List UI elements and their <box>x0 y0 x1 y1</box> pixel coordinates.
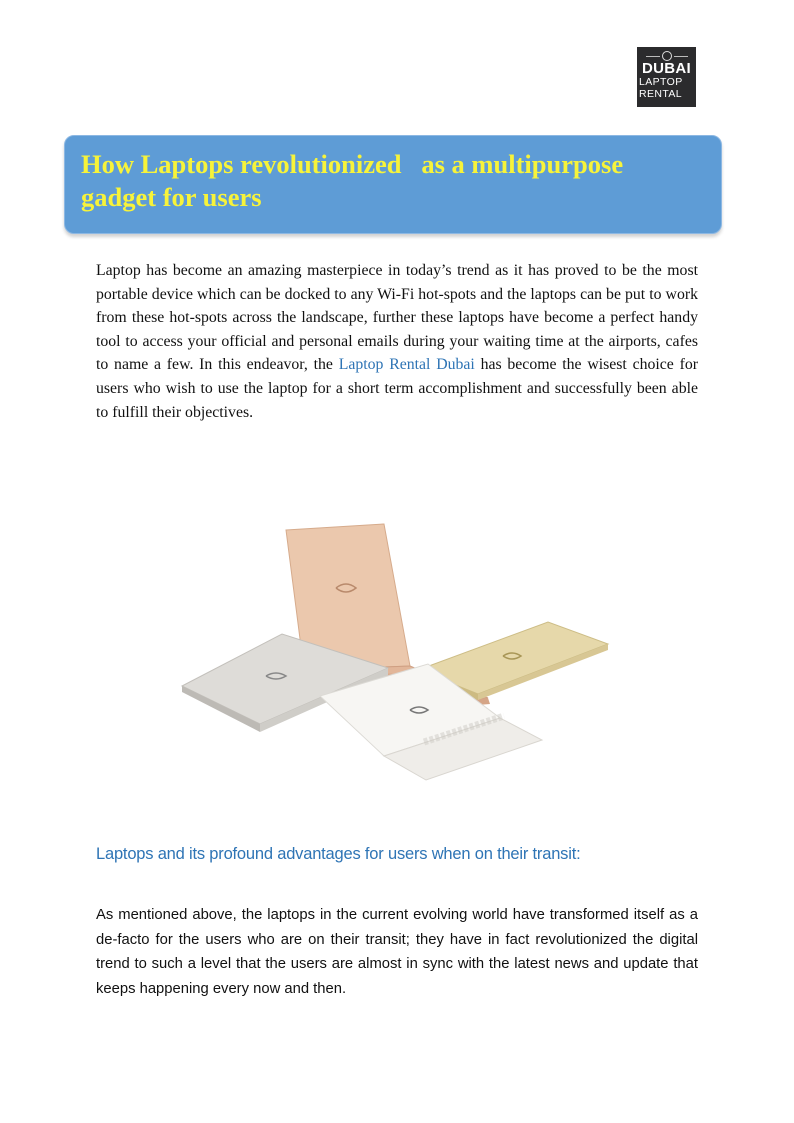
intro-text-start: Laptop has become an amazing masterpiece in today’s trend as it has proved to be the most portable device which can be docked to any Wi-Fi hot-spots and the laptops can be put to work from these hot-spots across the landscape, further these laptops have become a perfect handy tool to access your official and personal emails during your waiting time at the airports, cafes to name a few. In this endeavor, the <box>96 262 698 374</box>
title-banner <box>64 135 722 234</box>
section-paragraph: As mentioned above, the laptops in the current evolving world have transformed itself as a de-facto for the users who are on their transit; they have in fact revolutionized the digital trend to such a level that the users are almost in sync with the latest news and update that keeps happening every now and then. <box>96 907 698 997</box>
logo-line-3: RENTAL <box>639 88 683 100</box>
page-title: How Laptops revolutionized as a multipurpose gadget for users <box>81 149 624 212</box>
laptops-photo <box>148 518 648 803</box>
logo-line-2: LAPTOP <box>639 76 683 88</box>
brand-logo <box>637 47 696 107</box>
intro-text-end: has become the wisest choice for users who wish to use the laptop for a short term accomplishment and successfully been able to fulfill their objectives. <box>96 356 698 421</box>
intro-paragraph <box>96 259 698 424</box>
logo-line-1: DUBAI <box>642 60 691 77</box>
section-heading: Laptops and its profound advantages for users when on their transit: <box>96 845 581 863</box>
laptop-rental-dubai-link[interactable]: Laptop Rental Dubai <box>338 356 475 374</box>
